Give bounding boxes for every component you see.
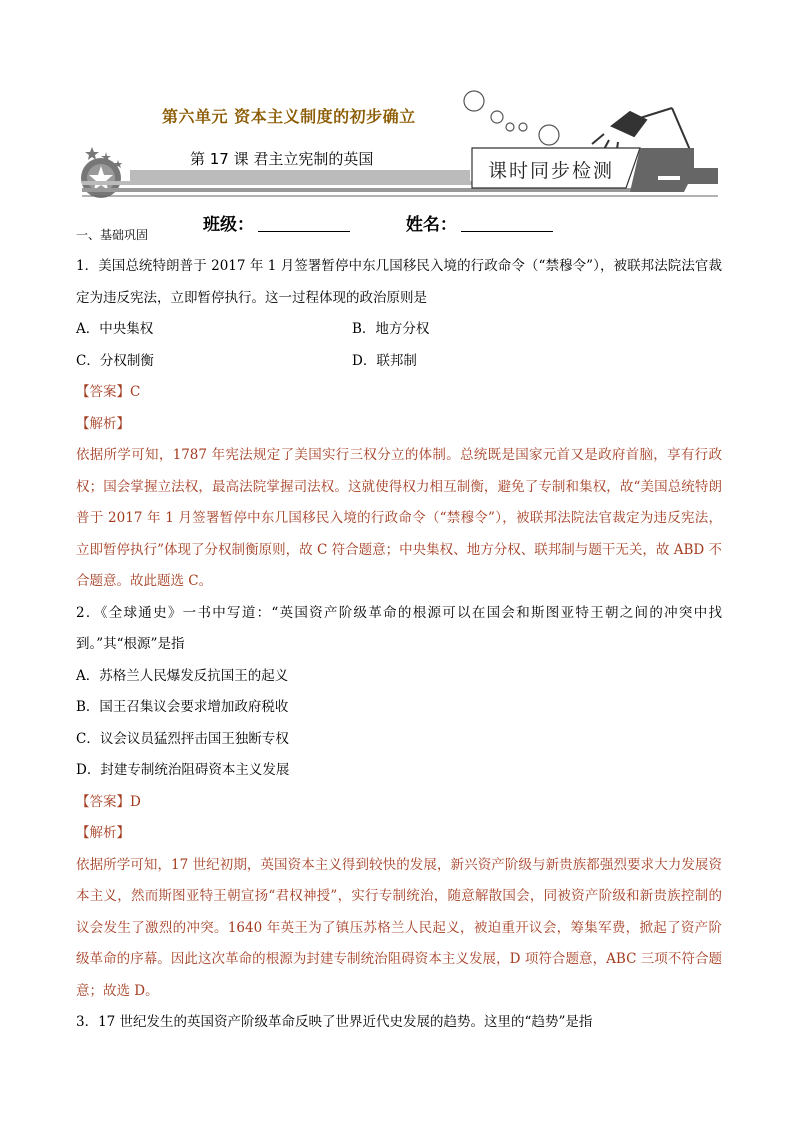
option-b: B．地方分权 bbox=[352, 321, 430, 337]
option-d: D．联邦制 bbox=[352, 352, 417, 369]
lesson-title: 第 17 课 君主立宪制的英国 bbox=[190, 150, 374, 168]
section-badge: 课时同步检测 bbox=[488, 160, 615, 182]
option-row bbox=[76, 346, 722, 378]
answer-label: 【答案】C bbox=[76, 384, 141, 400]
option-c: C．议会议员猛烈抨击国王独断专权 bbox=[76, 730, 289, 747]
question-stem: 1．美国总统特朗普于 2017 年 1 月签署暂停中东几国移民入境的行政命令（“禁穆令”），被联邦法院法官裁定为违反宪法，立即暂停执行。这一过程体现的政治原则是 bbox=[76, 258, 722, 306]
name-label: 姓名： bbox=[405, 215, 457, 235]
analysis-label: 【解析】 bbox=[76, 415, 130, 432]
option-a: A．中央集权 bbox=[76, 321, 154, 337]
option-d: D．封建专制统治阻碍资本主义发展 bbox=[76, 762, 290, 778]
class-label: 班级： bbox=[203, 215, 254, 235]
option-a: A．苏格兰人民爆发反抗国王的起义 bbox=[76, 667, 289, 684]
page-header bbox=[0, 0, 794, 200]
section-title: 一、基础巩固 bbox=[76, 228, 149, 242]
document-body bbox=[76, 226, 722, 1039]
question-stem: 2．《全球通史》一书中写道：“英国资产阶级革命的根源可以在国会和斯图亚特王朝之间的冲突中找到。”其“根源”是指 bbox=[76, 604, 722, 652]
option-c: C．分权制衡 bbox=[76, 352, 154, 369]
unit-title: 第六单元 资本主义制度的初步确立 bbox=[162, 107, 416, 126]
question-stem: 3．17 世纪发生的英国资产阶级革命反映了世界近代史发展的趋势。这里的“趋势”是指 bbox=[76, 1014, 593, 1030]
analysis-label: 【解析】 bbox=[76, 825, 130, 841]
answer-label: 【答案】D bbox=[76, 793, 141, 810]
header-banner bbox=[0, 0, 794, 200]
analysis-text: 依据所学可知，1787 年宪法规定了美国实行三权分立的体制。总统既是国家元首又是政府首脑，享有行政权；国会掌握立法权，最高法院掌握司法权。这就使得权力相互制衡，避免了专制和集权，故“美国总统特朗普于 2017 年 1 月签署暂停中东几国移民入境的行政命令（“禁穆令”），被联邦法院法官裁定为违反宪法，立即暂停执行”体现了分权制衡原则，故 C 符合题意；中央集权、地方分权、联邦制与题干无关，故 ABD 不合题意。故此题选 C。 bbox=[76, 447, 722, 589]
analysis-text: 依据所学可知，17 世纪初期，英国资本主义得到较快的发展，新兴资产阶级与新贵族都强烈要求大力发展资本主义，然而斯图亚特王朝宣扬“君权神授”，实行专制统治，随意解散国会，同被资产阶级和新贵族控制的议会发生了激烈的冲突。1640 年英王为了镇压苏格兰人民起义，被迫重开议会，筹集军费，掀起了资产阶级革命的序幕。因此这次革命的根源为封建专制统治阻碍资本主义发展，D 项符合题意，ABC 三项不符合题意；故选 D。 bbox=[76, 856, 722, 999]
option-row bbox=[76, 314, 722, 346]
option-b: B．国王召集议会要求增加政府税收 bbox=[76, 699, 289, 715]
